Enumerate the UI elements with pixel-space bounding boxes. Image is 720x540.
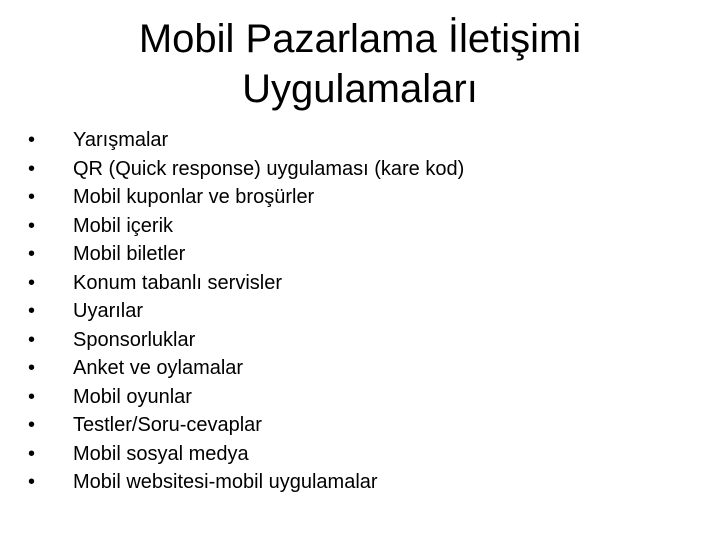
bullet-text: Anket ve oylamalar — [73, 357, 244, 379]
bullet-text: Uyarılar — [73, 300, 144, 322]
bullet-dot-icon: • — [28, 385, 36, 408]
bullet-text: Yarışmalar — [73, 129, 169, 151]
slide-title-line-2: Uygulamaları — [242, 67, 478, 111]
bullet-item-anket — [28, 354, 688, 383]
bullet-item-sosyal-medya — [28, 440, 688, 469]
bullet-item-oyunlar — [28, 383, 688, 412]
bullet-dot-icon: • — [28, 357, 36, 379]
bullet-text: Konum tabanlı servisler — [73, 271, 282, 294]
bullet-dot-icon: • — [28, 328, 36, 351]
bullet-item-websitesi — [28, 468, 688, 497]
slide-title-line-1: Mobil Pazarlama İletişimi — [138, 17, 582, 61]
bullet-item-kuponlar — [28, 183, 688, 212]
bullet-text: Sponsorluklar — [73, 328, 196, 351]
bullet-item-icerik — [28, 212, 688, 241]
bullet-dot-icon: • — [28, 271, 36, 294]
bullet-item-qr — [28, 155, 688, 184]
bullet-item-uyarilar — [28, 297, 688, 326]
bullet-text: QR (Quick response) uygulaması (kare kod) — [73, 157, 465, 180]
bullet-text: Mobil içerik — [73, 214, 174, 237]
bullet-text: Mobil oyunlar — [73, 385, 192, 408]
bullet-text: Mobil kuponlar ve broşürler — [73, 186, 315, 208]
bullet-item-konum — [28, 269, 688, 298]
bullet-item-biletler — [28, 240, 688, 269]
bullet-text: Mobil sosyal medya — [73, 442, 249, 465]
bullet-dot-icon: • — [28, 300, 36, 322]
bullet-text: Mobil biletler — [73, 243, 186, 265]
bullet-item-sponsorluklar — [28, 326, 688, 355]
bullet-list — [28, 126, 688, 497]
bullet-item-testler — [28, 411, 688, 440]
bullet-dot-icon: • — [28, 214, 36, 237]
bullet-dot-icon: • — [28, 129, 36, 151]
bullet-dot-icon: • — [28, 471, 36, 493]
bullet-text: Mobil websitesi-mobil uygulamalar — [73, 471, 378, 493]
slide-title — [60, 14, 660, 114]
bullet-dot-icon: • — [28, 157, 36, 180]
bullet-dot-icon: • — [28, 414, 36, 436]
bullet-dot-icon: • — [28, 243, 36, 265]
bullet-item-yarismalar — [28, 126, 688, 155]
bullet-dot-icon: • — [28, 442, 36, 465]
bullet-dot-icon: • — [28, 186, 36, 208]
bullet-text: Testler/Soru-cevaplar — [73, 414, 262, 436]
